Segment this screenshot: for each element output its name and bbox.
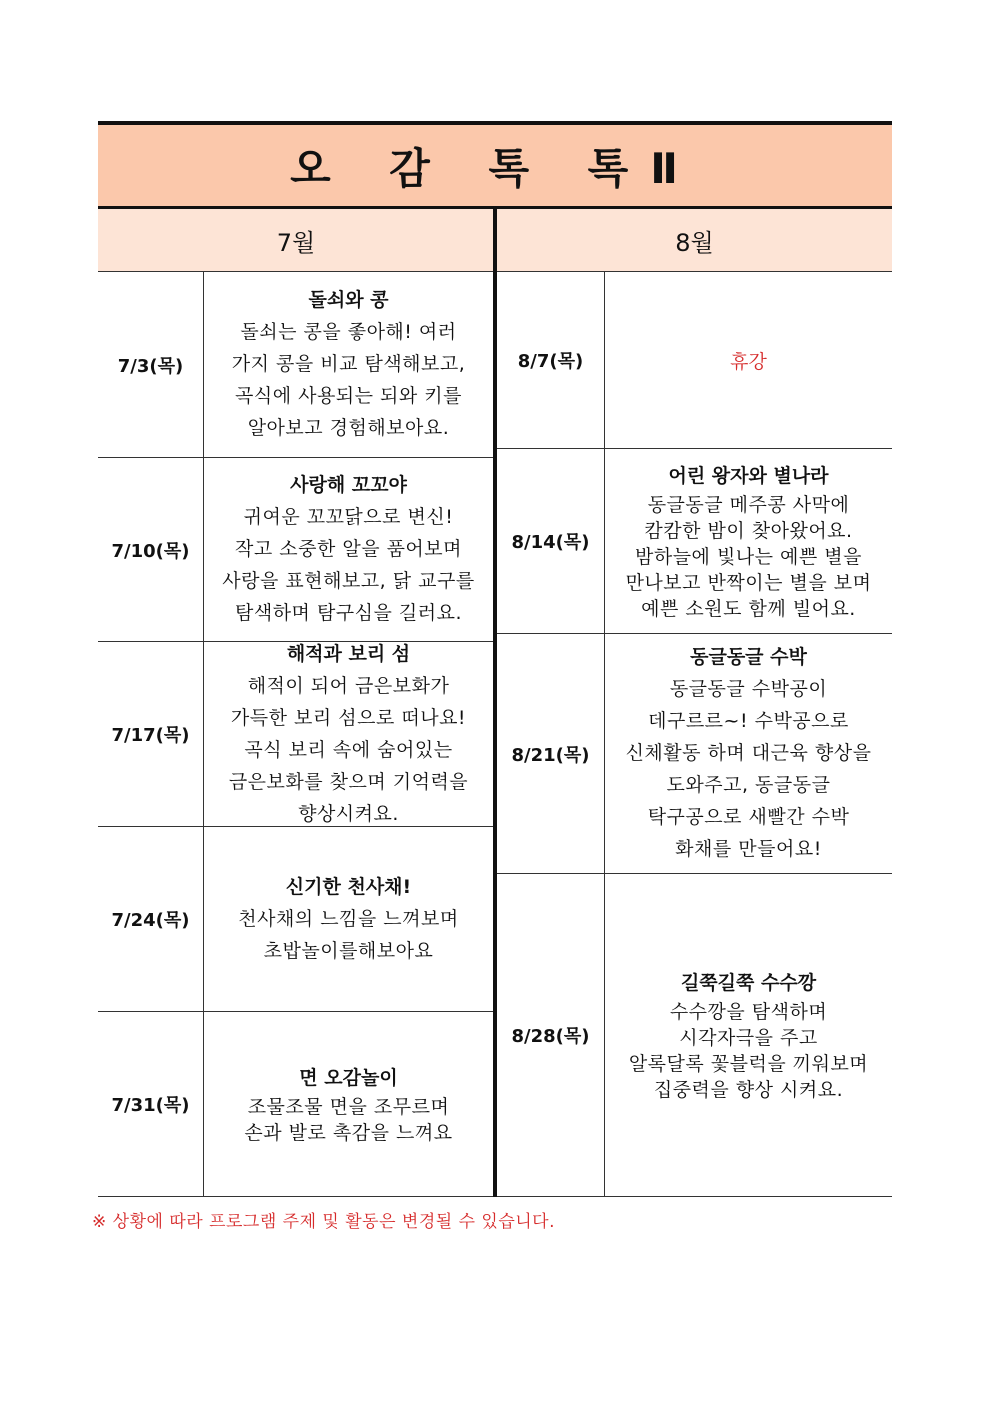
session-line: 예쁜 소원도 함께 빌어요.: [641, 597, 856, 620]
session-line: 동글동글 수박공이: [669, 678, 828, 700]
session-line: 탁구공으로 새빨간 수박: [647, 806, 850, 828]
session-content: [605, 874, 892, 1196]
session-line: 초밥놀이를해보아요: [263, 939, 434, 962]
schedule-row: [98, 458, 493, 642]
session-date: 7/17(목): [98, 642, 204, 826]
session-title: 어린 왕자와 별나라: [668, 464, 829, 487]
session-line: 동글동글 메주콩 사막에: [647, 493, 850, 516]
session-line: 알아보고 경험해보아요.: [247, 417, 450, 439]
session-line: 캄캄한 밤이 찾아왔어요.: [644, 519, 853, 542]
session-line: 금은보화를 찾으며 기억력을: [228, 770, 469, 793]
session-line: 집중력을 향상 시켜요.: [653, 1078, 844, 1101]
session-title: 신기한 천사채!: [285, 875, 412, 898]
session-title: 돌쇠와 콩: [308, 289, 389, 311]
session-content: [204, 642, 493, 826]
schedule-row: [98, 642, 493, 827]
session-title: 사랑해 꼬꼬야: [290, 474, 407, 496]
session-date: 8/21(목): [497, 634, 605, 873]
session-line: 시각자극을 주고: [679, 1026, 818, 1049]
session-content: [605, 272, 892, 448]
session-title: 해적과 보리 섬: [286, 642, 411, 665]
session-date: 7/10(목): [98, 458, 204, 641]
session-line: 돌쇠는 콩을 좋아해! 여러: [240, 321, 457, 343]
session-date: 7/31(목): [98, 1012, 204, 1196]
session-line: 신체활동 하며 대근육 향상을: [625, 742, 872, 764]
page-title: 오 감 톡 톡Ⅱ: [290, 143, 700, 193]
month-header-july: 7월: [98, 209, 494, 272]
session-line: 곡식 보리 속에 숨어있는: [244, 738, 453, 761]
session-content: [204, 1012, 493, 1196]
session-line: 작고 소중한 알을 품어보며: [234, 538, 462, 560]
session-line: 사랑을 표현해보고, 닭 교구를: [222, 570, 475, 592]
session-title: 길쭉길쭉 수수깡: [680, 971, 817, 994]
session-title: 면 오감놀이: [299, 1066, 398, 1089]
session-line: 귀여운 꼬꼬닭으로 변신!: [243, 506, 454, 528]
holiday-label: 휴강: [730, 350, 767, 373]
schedule-row: [98, 272, 493, 458]
session-content: [204, 272, 493, 457]
session-line: 알록달록 꽃블럭을 끼워보며: [628, 1052, 869, 1075]
session-line: 만나보고 반짝이는 별을 보며: [625, 571, 872, 594]
session-line: 데구르르~! 수박공으로: [648, 710, 849, 732]
schedule-row: [497, 449, 892, 634]
footnote: ※ 상황에 따라 프로그램 주제 및 활동은 변경될 수 있습니다.: [92, 1212, 555, 1232]
session-date: 7/3(목): [98, 272, 204, 457]
session-date: 8/7(목): [497, 272, 605, 448]
month-header-august: 8월: [497, 209, 892, 272]
session-content: [605, 449, 892, 633]
session-content: [204, 458, 493, 641]
session-line: 화채를 만들어요!: [675, 838, 822, 860]
session-line: 밤하늘에 빛나는 예쁜 별을: [634, 545, 862, 568]
session-content: [204, 827, 493, 1011]
schedule-row: [98, 827, 493, 1012]
schedule-row: [497, 272, 892, 449]
schedule-row: [98, 1012, 493, 1197]
session-line: 가지 콩을 비교 탐색해보고,: [231, 353, 466, 375]
title-banner: [98, 121, 892, 209]
session-line: 천사채의 느낌을 느껴보며: [238, 907, 459, 930]
session-title: 동글동글 수박: [690, 646, 807, 668]
session-line: 향상시켜요.: [298, 802, 399, 825]
session-date: 8/28(목): [497, 874, 605, 1196]
session-line: 곡식에 사용되는 되와 키를: [234, 385, 462, 407]
session-date: 7/24(목): [98, 827, 204, 1011]
session-line: 가득한 보리 섬으로 떠나요!: [230, 706, 467, 729]
session-content: [605, 634, 892, 873]
session-date: 8/14(목): [497, 449, 605, 633]
session-line: 해적이 되어 금은보화가: [247, 674, 450, 697]
session-line: 손과 발로 촉감을 느껴요: [244, 1121, 453, 1144]
session-line: 도와주고, 동글동글: [666, 774, 831, 796]
schedule-row: [497, 634, 892, 874]
session-line: 탐색하며 탐구심을 길러요.: [234, 602, 462, 624]
session-line: 조물조물 면을 조무르며: [247, 1095, 450, 1118]
session-line: 수수깡을 탐색하며: [669, 1000, 828, 1023]
schedule-row: [497, 874, 892, 1197]
